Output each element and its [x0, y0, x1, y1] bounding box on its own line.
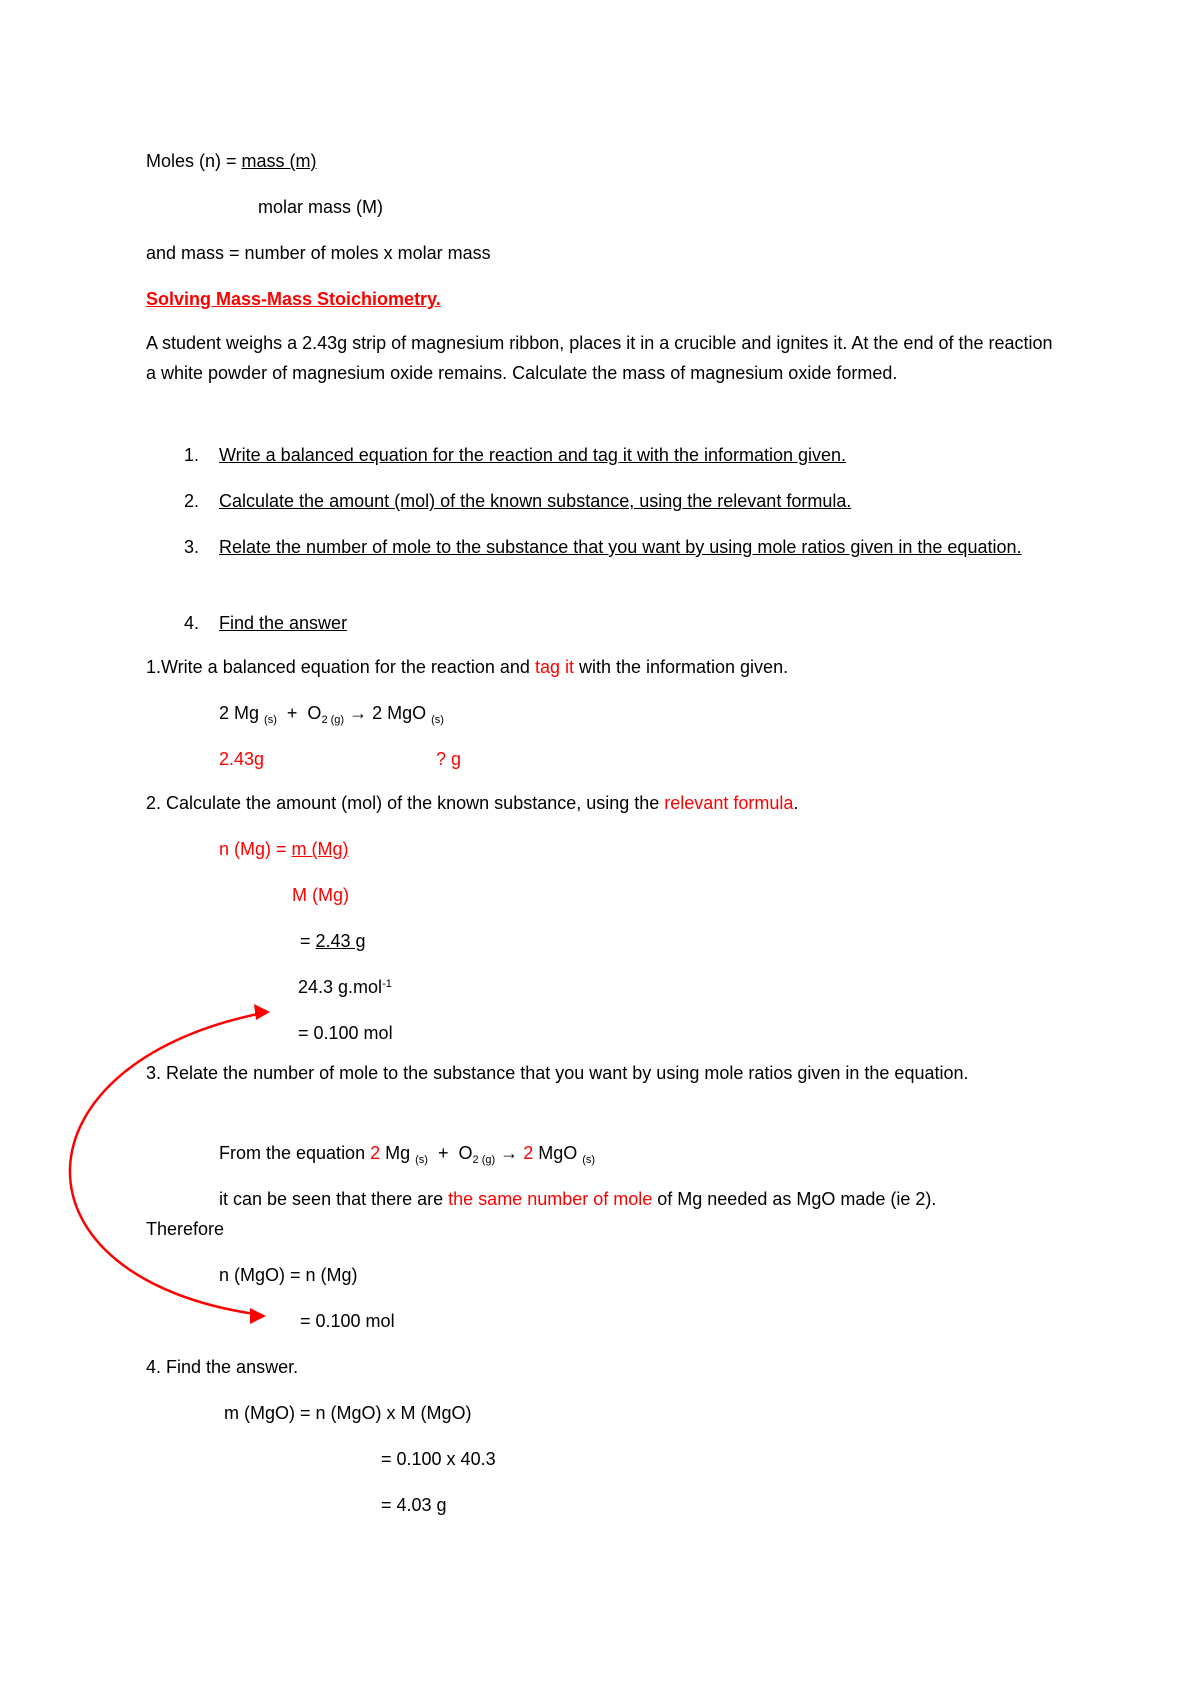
therefore-text: Therefore [146, 1219, 225, 1239]
problem-statement: A student weighs a 2.43g strip of magnesium ribbon, places it in a crucible and ignites it. At the end of the reaction a white powder of magnesium oxide remains. Calculate the mass of magnesium oxide formed. [146, 333, 1053, 383]
seen-text-a: it can be seen that there are [219, 1189, 449, 1209]
molar-mass-exponent: -1 [382, 978, 392, 990]
step-text: Find the answer [219, 613, 348, 633]
step1-text-red: tag it [534, 657, 574, 677]
arrow-icon: → [349, 703, 368, 723]
from-equation-label: From the equation [219, 1143, 371, 1163]
step-text: Write a balanced equation for the reaction and tag it with the information given. [219, 445, 847, 465]
eq-reactant-mg: Mg [380, 1143, 411, 1163]
section-heading: Solving Mass-Mass Stoichiometry. [146, 289, 441, 309]
molar-mass-denominator: molar mass (M) [258, 197, 383, 217]
coef-mgo: 2 [523, 1143, 534, 1163]
tag-unknown: ? g [436, 749, 462, 769]
eq-state: (s) [582, 1154, 596, 1166]
mass-numerator: mass (m) [241, 151, 317, 171]
m-mg-numerator: m (Mg) [291, 839, 349, 859]
mass-formula-line: and mass = number of moles x molar mass [146, 243, 491, 263]
step2-text-red: relevant formula [664, 793, 794, 813]
coef-mg: 2 [370, 1143, 381, 1163]
step1-text-b: with the information given. [573, 657, 789, 677]
step-text: Relate the number of mole to the substance that you want by using mole ratios given in the equation. [219, 537, 1022, 557]
step4-heading: 4. Find the answer. [146, 1357, 299, 1377]
eq-state: (s) [415, 1154, 428, 1166]
M-mg-denominator: M (Mg) [292, 885, 349, 905]
final-formula: m (MgO) = n (MgO) x M (MgO) [224, 1403, 472, 1423]
step2-result: = 0.100 mol [298, 1023, 393, 1043]
step-number: 2. [184, 491, 200, 511]
step-number: 4. [184, 613, 200, 633]
eq-product-mgo: MgO [533, 1143, 578, 1163]
eq-reactant-o2: O [458, 1143, 473, 1163]
step3-result: = 0.100 mol [300, 1311, 395, 1331]
eq-reactant-o2: O [307, 703, 322, 723]
arrow-icon: → [500, 1143, 519, 1163]
eq-state: (s) [264, 714, 277, 726]
seen-text-red: the same number of mole [448, 1189, 653, 1209]
equals-sign: = [300, 931, 316, 951]
eq-reactant-mg: 2 Mg [219, 703, 260, 723]
step-number: 3. [184, 537, 200, 557]
moles-label: Moles (n) = [146, 151, 242, 171]
eq-plus: + [437, 1143, 449, 1163]
n-mg-label: n (Mg) = [219, 839, 292, 859]
step2-text-b: . [793, 793, 799, 813]
n-mgo-line: n (MgO) = n (Mg) [219, 1265, 358, 1285]
mass-value: 2.43 g [315, 931, 366, 951]
eq-state: 2 (g) [472, 1154, 496, 1166]
step2-text-a: 2. Calculate the amount (mol) of the known substance, using the [146, 793, 665, 813]
tag-mass: 2.43g [219, 749, 265, 769]
step3-heading: 3. Relate the number of mole to the substance that you want by using mole ratios given in the equation. [146, 1063, 969, 1083]
eq-state: 2 (g) [321, 714, 345, 726]
eq-plus: + [286, 703, 298, 723]
step-text: Calculate the amount (mol) of the known substance, using the relevant formula. [219, 491, 852, 511]
eq-product-mgo: 2 MgO [372, 703, 427, 723]
seen-text-b: of Mg needed as MgO made (ie 2). [652, 1189, 937, 1209]
final-substitution: = 0.100 x 40.3 [381, 1449, 496, 1469]
eq-state: (s) [431, 714, 444, 726]
molar-mass-text: 24.3 g.mol [298, 977, 383, 997]
step-number: 1. [184, 445, 200, 465]
final-answer: = 4.03 g [381, 1495, 447, 1515]
step1-text-a: 1.Write a balanced equation for the reaction and [146, 657, 535, 677]
